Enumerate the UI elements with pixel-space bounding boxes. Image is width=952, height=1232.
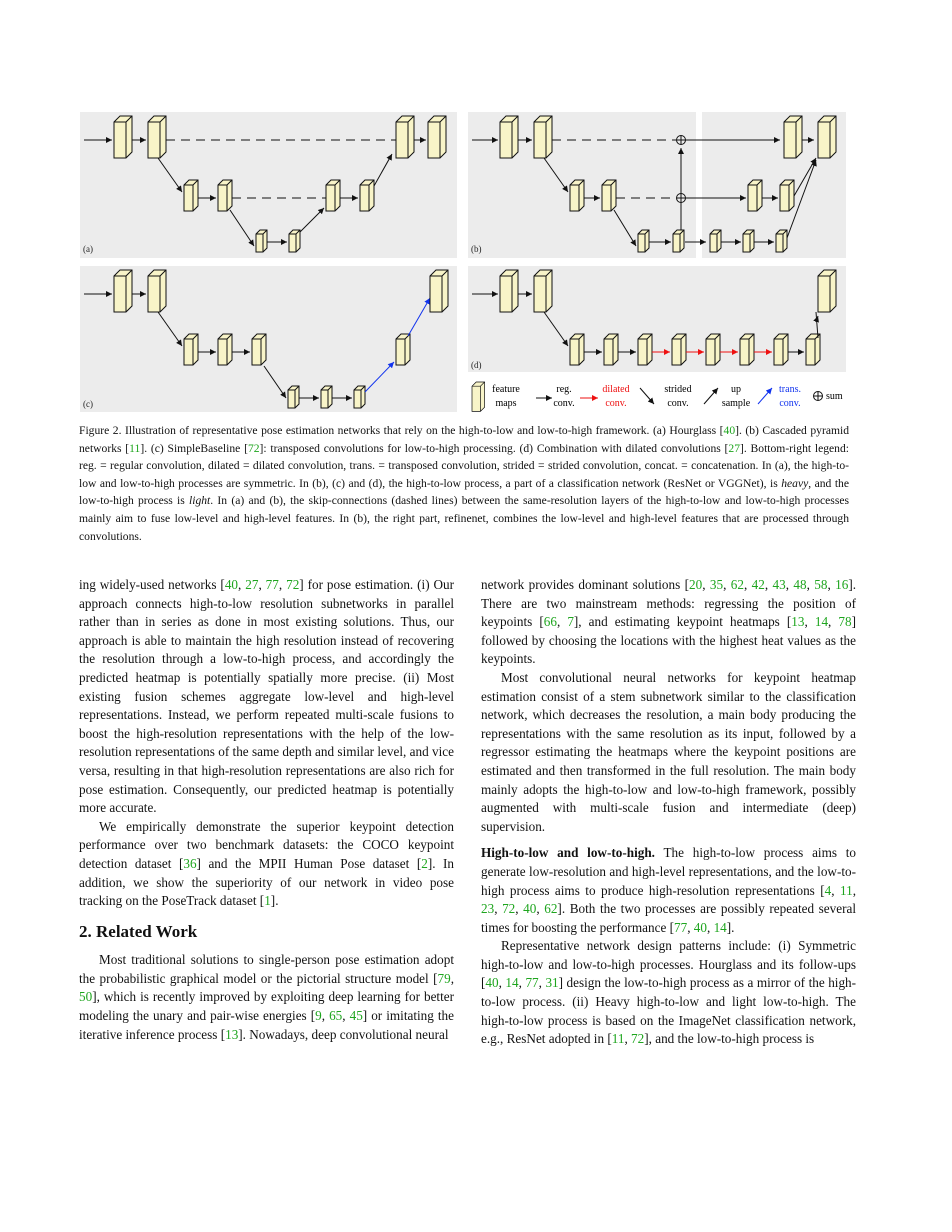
citation-link[interactable]: 13	[225, 1026, 239, 1042]
text-run: ,	[827, 577, 836, 592]
text-run: ] followed by choosing the locations with the highest heat values as the keypoints.	[481, 614, 857, 667]
text-run: ]. There are two mainstream methods: regressing the position of keypoints [	[481, 577, 857, 630]
text-run: ,	[515, 901, 524, 917]
run-in-heading: High-to-low and low-to-high.	[481, 845, 655, 861]
citation-link[interactable]: 27	[245, 577, 259, 592]
panel-d-background	[468, 266, 846, 372]
legend-sum-label: sum	[826, 391, 843, 402]
citation-link[interactable]: 40	[523, 901, 537, 917]
paragraph	[79, 818, 454, 911]
text-run: network provides dominant solutions [	[481, 577, 690, 592]
citation-link[interactable]: 11	[840, 882, 853, 898]
text-run: Most convolutional neural networks for keypoint heatmap estimation consist of a stem subnetwork similar to the classification network, which decreases the resolution, a main body producing the representations with the same resolution as its input, followed by a regressor estimating the heatmaps where the keypoint positions are estimated and then transformed in the full resolution. The main body mainly adopts the high-to-low and low-to-high framework, possibly augmented with multi-scale fusion and intermediate (deep) supervision.	[481, 669, 856, 834]
text-run: ] for pose estimation. (i) Our approach connects high-to-low resolution subnetworks in parallel rather than in series as done in most existing solutions. Thus, our approach is able to maintain the high resolution instead of recovering the resolution through a low-to-high process, and accordingly the predicted heatmap is potentially spatially more precise. (ii) Most existing fusion schemes aggregate low-level and high-level representations. Instead, we perform repeated multi-scale fusions to boost the high-resolution representations with the help of the low-resolution representations of the same depth and similar level, and vice versa, resulting in that high-resolution representations are also rich for pose estimation. Consequently, our predicted heatmap is potentially more accurate.	[79, 577, 455, 816]
caption-text: ]. Bottom-right legend: reg. = regular convolution, dilated = dilated convolution, trans. = transposed convolution, strided = strided convolution, concat. = concatenation. In (a), the high-to-low and low-to-high processes are symmetric. In (b), (c) and (d), the high-to-low process, a part of a classification network (ResNet or VGGNet), is	[79, 441, 849, 490]
text-run: ,	[828, 614, 839, 630]
citation-link[interactable]: 31	[545, 975, 559, 991]
citation-link[interactable]: 1	[264, 893, 271, 909]
text-run: ]. Both the two processes are possibly repeated several times for boosting the performance [	[481, 901, 856, 935]
citation-link[interactable]: 40	[693, 919, 707, 935]
right-column	[481, 576, 856, 1049]
paragraph	[481, 669, 856, 836]
citation-link[interactable]: 16	[835, 577, 849, 592]
paragraph	[481, 576, 856, 669]
citation-link[interactable]: 62	[544, 901, 558, 917]
citation-link[interactable]: 79	[437, 970, 451, 986]
text-run: ,	[536, 901, 545, 917]
text-run: ,	[764, 577, 773, 592]
citation-link[interactable]: 23	[481, 901, 495, 917]
panel-d-label: (d)	[471, 360, 482, 370]
text-run: ,	[706, 919, 714, 935]
citation-link[interactable]: 78	[838, 614, 852, 630]
paragraph	[481, 937, 856, 1049]
citation-link[interactable]: 45	[349, 1008, 363, 1024]
legend-reg-conv-label: conv.	[553, 398, 575, 409]
legend-trans-conv-label: conv.	[779, 398, 801, 409]
citation-link[interactable]: 11	[129, 441, 141, 455]
text-run: ].	[270, 893, 279, 909]
citation-link[interactable]: 58	[814, 577, 828, 592]
panel-c-label: (c)	[83, 399, 93, 409]
paragraph	[79, 576, 454, 818]
text-run: ]. In addition, we show the superiority of our network in video pose tracking on the PoseTrack dataset [	[79, 855, 454, 909]
citation-link[interactable]: 62	[730, 577, 744, 592]
text-run: ,	[498, 975, 506, 991]
text-run: The high-to-low process aims to generate low-resolution and high-level representations, and the low-to-high process aims to produce high-resolution representations [	[481, 845, 856, 898]
citation-link[interactable]: 40	[485, 975, 499, 991]
text-run: ing widely-used networks [	[79, 577, 225, 592]
text-run: ,	[785, 577, 794, 592]
legend-strided-conv-arrow	[640, 388, 654, 404]
text-run: ,	[278, 577, 287, 592]
citation-link[interactable]: 43	[772, 577, 786, 592]
text-run: ,	[538, 975, 546, 991]
legend-trans-label: trans.	[779, 384, 801, 395]
figure-2	[78, 110, 852, 420]
citation-link[interactable]: 7	[567, 614, 574, 630]
legend-strided-label: strided	[664, 384, 692, 395]
legend-upsample-arrow	[704, 388, 718, 404]
text-run: ,	[238, 577, 246, 592]
caption-text: ]: transposed convolutions for low-to-high processing. (d) Combination with dilated convolutions [	[259, 441, 729, 455]
legend-dilated-label: dilated	[602, 384, 630, 395]
text-run: We empirically demonstrate the superior keypoint detection performance over two benchmark datasets: the COCO keypoint detection dataset [	[79, 818, 454, 871]
citation-link[interactable]: 40	[723, 424, 736, 437]
citation-link[interactable]: 65	[329, 1008, 343, 1024]
citation-link[interactable]: 14	[713, 919, 727, 935]
paragraph	[481, 844, 856, 937]
citation-link[interactable]: 35	[709, 577, 724, 592]
citation-link[interactable]: 42	[751, 577, 765, 592]
citation-link[interactable]: 11	[611, 1031, 625, 1047]
text-run: ,	[556, 614, 568, 630]
citation-link[interactable]: 2	[421, 855, 428, 871]
legend-feature-label: feature	[492, 384, 520, 395]
citation-link[interactable]: 72	[631, 1031, 645, 1047]
citation-link[interactable]: 27	[728, 441, 740, 455]
legend-trans-conv-arrow	[758, 388, 772, 404]
citation-link[interactable]: 14	[505, 975, 519, 991]
caption-emphasis: heavy	[781, 476, 809, 490]
caption-text: (b) Cascaded pyramid networks [	[79, 424, 849, 455]
caption-text: ]. (c) SimpleBaseline [	[140, 441, 248, 455]
text-run: ], which is recently improved by exploiting deep learning for better modeling the unary and pair-wise energies [	[79, 989, 454, 1024]
text-run: ], and the low-to-high process is	[644, 1031, 815, 1047]
legend-up-label: up	[731, 384, 741, 395]
citation-link[interactable]: 40	[224, 577, 239, 592]
figure-caption	[79, 422, 849, 545]
citation-link[interactable]: 72	[502, 901, 516, 917]
caption-text: . In (a) and (b), the skip-connections (dashed lines) between the same-resolution layers of the high-to-low and low-to-high processes mainly aim to fuse low-level and high-level features. In (b), the right part, refinenet, combines the low-level and high-level features that are processed through convolutions.	[79, 494, 849, 543]
citation-link[interactable]: 9	[315, 1008, 322, 1024]
legend-dilated-conv-label: conv.	[605, 398, 627, 409]
text-run: Representative network design patterns include: (i) Symmetric high-to-low and low-to-high processes. Hourglass and its follow-ups [	[481, 938, 856, 991]
citation-link[interactable]: 4	[824, 882, 832, 898]
legend-maps-label: maps	[495, 398, 517, 409]
text-run: ,	[450, 970, 454, 986]
section-heading: 2. Related Work	[79, 921, 198, 941]
citation-link[interactable]: 77	[674, 919, 688, 935]
text-run: ,	[723, 577, 731, 592]
text-run: ].	[726, 919, 735, 935]
text-run: Most traditional solutions to single-person pose estimation adopt the probabilistic graphical model or the pictorial structure model [	[79, 952, 454, 986]
citation-link[interactable]: 77	[525, 975, 539, 991]
text-run: ] and the MPII Human Pose dataset [	[196, 855, 422, 871]
text-run: ]. Nowadays, deep convolutional neural	[238, 1026, 449, 1042]
legend-sample-label: sample	[721, 398, 751, 409]
text-run: ,	[342, 1008, 350, 1024]
text-run: ,	[687, 919, 694, 935]
caption-emphasis: light	[189, 494, 211, 508]
citation-link[interactable]: 14	[814, 614, 829, 630]
text-run: ,	[518, 975, 526, 991]
citation-link[interactable]: 50	[79, 989, 93, 1005]
left-column	[79, 576, 454, 1044]
text-run: ,	[804, 614, 815, 630]
text-run: ,	[494, 901, 503, 917]
citation-link[interactable]: 72	[247, 441, 260, 455]
text-run: ,	[321, 1008, 330, 1024]
citation-link[interactable]: 48	[793, 577, 807, 592]
text-run: ,	[743, 577, 752, 592]
caption-text: Figure 2. Illustration of representative pose estimation networks that rely on the high-to-low and low-to-high framework. (a) Hourglass [	[79, 424, 724, 437]
text-run: ], and estimating keypoint heatmaps [	[573, 614, 792, 630]
text-run: ,	[702, 577, 710, 592]
text-run: ] design the low-to-high process as a mirror of the high-to-low process. (ii) Heavy high-to-low and light low-to-high. The high-to-low process is based on the ImageNet classification network, e.g., ResNet adopted in [	[481, 975, 857, 1047]
citation-link[interactable]: 72	[286, 577, 300, 592]
panel-a-label: (a)	[83, 244, 93, 254]
panel-b-label: (b)	[471, 244, 482, 254]
paragraph	[79, 951, 454, 1044]
text-run: ,	[831, 882, 841, 898]
citation-link[interactable]: 36	[183, 855, 197, 871]
text-run: ,	[258, 577, 266, 592]
text-run: ,	[624, 1031, 632, 1047]
network-diagram	[78, 110, 852, 420]
caption-text: , and the low-to-high process is	[79, 476, 849, 508]
text-run: ] or imitating the iterative inference process [	[79, 1008, 455, 1042]
legend	[472, 382, 843, 411]
citation-link[interactable]: 20	[689, 577, 703, 592]
citation-link[interactable]: 77	[265, 577, 279, 592]
legend-strided-conv-label: conv.	[667, 398, 689, 409]
citation-link[interactable]: 13	[791, 614, 805, 630]
legend-feature-maps-icon	[472, 382, 485, 411]
text-run: ,	[806, 577, 815, 592]
legend-reg-label: reg.	[556, 384, 572, 395]
legend-sum-icon	[814, 392, 823, 401]
caption-text: ].	[735, 424, 742, 437]
text-run: ,	[852, 882, 857, 898]
citation-link[interactable]: 66	[543, 614, 557, 630]
